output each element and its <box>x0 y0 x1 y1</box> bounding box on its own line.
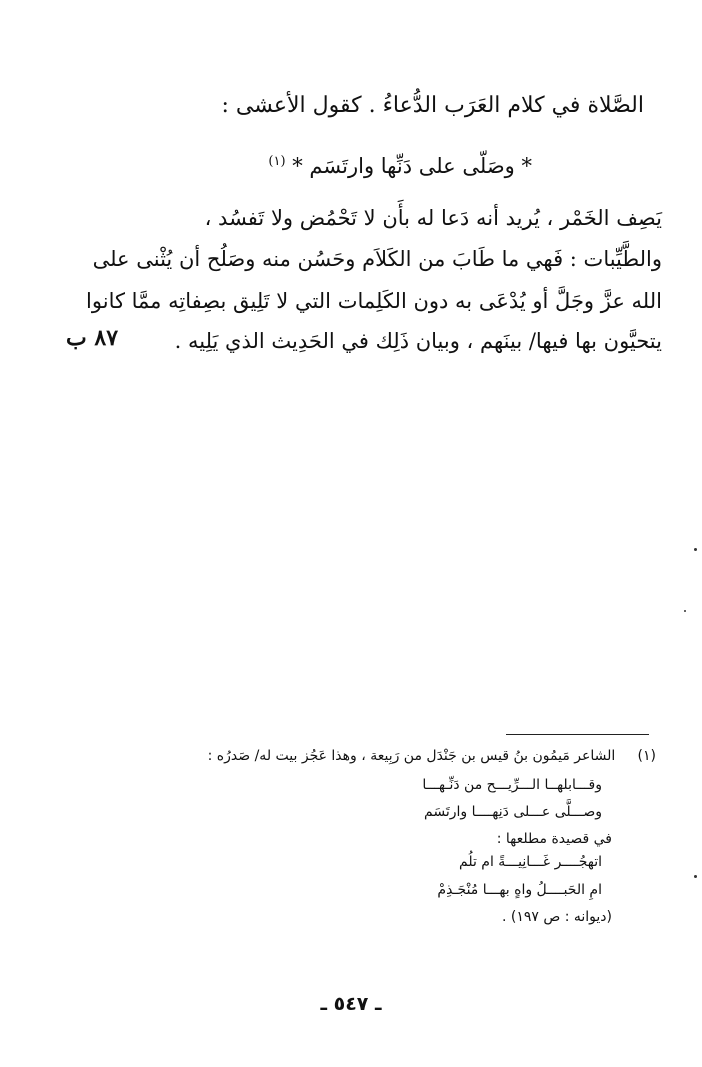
footnote-verse-1b: وصـــلَّى عـــلى دَنِهــــا وارتَسَم <box>424 804 602 820</box>
body-line-4: والطَّيِّبات : فَهي ما طَابَ من الكَلاَم وحَسُن منه وصَلُح أن يُثْنى على <box>92 247 662 271</box>
page-number: ـ ٥٤٧ ـ <box>320 993 382 1015</box>
footnote-ref: (١) <box>268 154 286 169</box>
footnote-number: (١) <box>637 748 656 764</box>
body-line-1: الصَّلاة في كلام العَرَب الدُّعاءُ . كقول الأعشى : <box>221 93 644 118</box>
footnote-verse-1a: وقـــابلهــا الـــرِّيـــح من دَنِّـهـــا <box>422 777 602 793</box>
verse-text: * وصَلّى على دَنِّها وارتَسَم * <box>292 154 532 178</box>
scan-speck <box>694 875 697 878</box>
footnote-text: الشاعر مَيمُون بنُ قيس بن جَنْدَل من رَبِيعة ، وهذا عَجُز بيت له/ صَدرُه : <box>207 748 616 764</box>
body-line-3: يَصِف الخَمْر ، يُريد أنه دَعا له بأَن لا تَحْمُض ولا تَفسُد ، <box>204 206 662 230</box>
manuscript-folio-note: ٨٧ ب <box>66 325 119 351</box>
scan-speck <box>684 610 686 612</box>
body-line-6: يتحيَّون بها فيها/ بينَهم ، وبيان ذَلِك في الحَدِيث الذي يَلِيه . <box>174 329 662 353</box>
scan-speck <box>694 548 697 551</box>
body-line-5: الله عزَّ وجَلَّ أو يُدْعَى به دون الكَلِمات التي لا تَلِيق بصِفاتِه ممَّا كانوا <box>86 289 662 313</box>
footnote-separator <box>506 734 649 735</box>
verse-line <box>268 148 532 180</box>
footnote-verse-2b: امِ الحَبــــلُ واهٍ بهـــا مُنْجَـذِمْ <box>437 882 602 898</box>
footnote-line-1 <box>208 747 656 765</box>
footnote-verse-2a: اتهجُــــر غَـــانِيـــةً ام تلُم <box>459 854 602 870</box>
footnote-citation: (ديوانه : ص ١٩٧) . <box>501 909 612 925</box>
footnote-line-4: في قصيدة مطلعها : <box>496 831 612 847</box>
